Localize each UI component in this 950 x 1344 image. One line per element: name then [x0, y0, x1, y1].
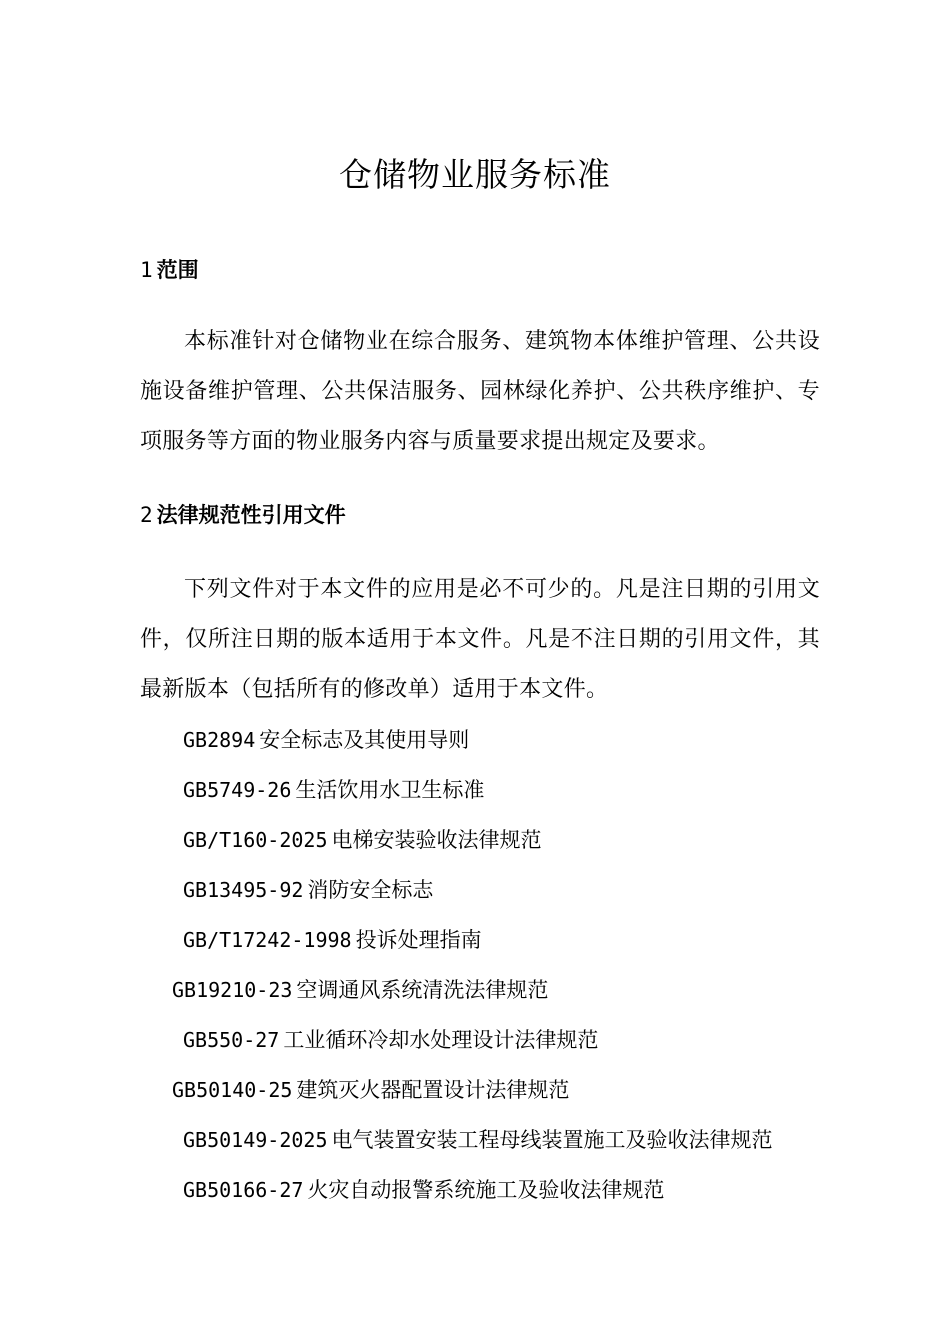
- reference-name: 消防安全标志: [307, 878, 434, 902]
- list-item: [183, 865, 433, 915]
- scope-paragraph: 本标准针对仓储物业在综合服务、建筑物本体维护管理、公共设施设备维护管理、公共保洁服务、园林绿化养护、公共秩序维护、专项服务等方面的物业服务内容与质量要求提出规定及要求。: [140, 329, 820, 454]
- list-item: [172, 1065, 569, 1115]
- reference-name: 投诉处理指南: [355, 928, 482, 952]
- document-title: 仓储物业服务标准: [339, 155, 611, 194]
- reference-name: 电梯安装验收法律规范: [331, 828, 542, 852]
- reference-code: GB19210-23: [172, 978, 293, 1002]
- reference-code: GB/T17242-1998: [183, 928, 352, 952]
- reference-name: 电气装置安装工程母线装置施工及验收法律规范: [331, 1128, 773, 1152]
- reference-name: 火灾自动报警系统施工及验收法律规范: [307, 1178, 665, 1202]
- section-number: 2: [140, 503, 153, 527]
- reference-name: 生活饮用水卫生标准: [295, 778, 485, 802]
- reference-code: GB2894: [183, 728, 256, 752]
- section-title: 法律规范性引用文件: [156, 503, 346, 527]
- section-heading-references: [140, 500, 346, 530]
- list-item: [183, 1115, 773, 1165]
- reference-code: GB/T160-2025: [183, 828, 328, 852]
- reference-code: GB550-27: [183, 1028, 280, 1052]
- reference-code: GB13495-92: [183, 878, 304, 902]
- list-item: [172, 965, 548, 1015]
- section-title: 范围: [156, 258, 199, 282]
- reference-code: GB50166-27: [183, 1178, 304, 1202]
- reference-code: GB50140-25: [172, 1078, 293, 1102]
- section-number: 1: [140, 258, 153, 282]
- section-heading-scope: [140, 255, 199, 285]
- list-item: [183, 915, 482, 965]
- references-intro-paragraph: 下列文件对于本文件的应用是必不可少的。凡是注日期的引用文件，仅所注日期的版本适用于本文件。凡是不注日期的引用文件，其最新版本（包括所有的修改单）适用于本文件。: [140, 577, 820, 702]
- list-item: [183, 715, 469, 765]
- reference-name: 空调通风系统清洗法律规范: [296, 978, 549, 1002]
- reference-name: 建筑灭火器配置设计法律规范: [296, 1078, 570, 1102]
- list-item: [183, 815, 542, 865]
- list-item: [183, 1165, 664, 1215]
- list-item: [183, 1015, 598, 1065]
- reference-code: GB5749-26: [183, 778, 292, 802]
- reference-name: 工业循环冷却水处理设计法律规范: [283, 1028, 599, 1052]
- reference-code: GB50149-2025: [183, 1128, 328, 1152]
- reference-name: 安全标志及其使用导则: [259, 728, 470, 752]
- list-item: [183, 765, 484, 815]
